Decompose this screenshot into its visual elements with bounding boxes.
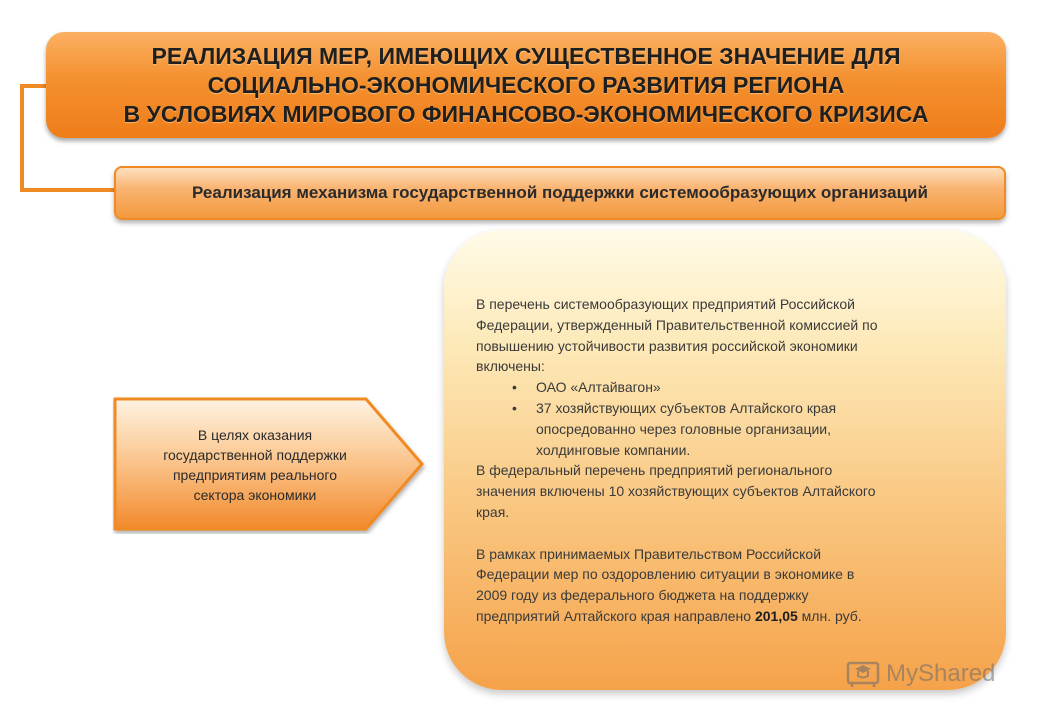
arrow-line-3: предприятиям реального — [172, 467, 338, 483]
bullet-2-line-3: холдинговые компании. — [536, 441, 691, 458]
arrow-line-2: государственной поддержки — [163, 447, 347, 463]
bullet-2-line-1: 37 хозяйствующих субъектов Алтайского края — [536, 399, 837, 416]
bullet-list — [476, 377, 986, 460]
list-item — [512, 398, 986, 460]
intro-line-2: Федерации, утвержденный Правительственной комиссией по — [476, 316, 878, 333]
measures-last-prefix: предприятий Алтайского края направлено — [476, 607, 755, 624]
arrow-line-4: сектора экономики — [193, 487, 317, 503]
bullet-icon: • — [512, 399, 517, 416]
mortarboard-icon — [846, 659, 880, 689]
title-line-3: В УСЛОВИЯХ МИРОВОГО ФИНАНСОВО-ЭКОНОМИЧЕСКОГО КРИЗИСА — [123, 100, 929, 127]
intro-line-4: включены: — [476, 358, 545, 375]
content-panel — [444, 230, 1006, 690]
watermark-text: MyShared — [886, 660, 996, 687]
measures-line-1: В рамках принимаемых Правительством Российской — [476, 545, 822, 562]
measures-line-4 — [476, 606, 986, 627]
bullet-icon: • — [512, 379, 517, 396]
title-banner — [46, 32, 1006, 138]
intro-line-1: В перечень системообразующих предприятий Российской — [476, 296, 855, 312]
measures-line-3: 2009 году из федерального бюджета на поддержку — [476, 587, 809, 604]
title-line-1: РЕАЛИЗАЦИЯ МЕР, ИМЕЮЩИХ СУЩЕСТВЕННОЕ ЗНАЧЕНИЕ ДЛЯ — [151, 42, 901, 69]
federal-line-1: В федеральный перечень предприятий регионального — [476, 462, 833, 479]
arrow-callout — [112, 396, 428, 534]
title-line-2: СОЦИАЛЬНО-ЭКОНОМИЧЕСКОГО РАЗВИТИЯ РЕГИОНА — [207, 71, 845, 98]
federal-line-2: значения включены 10 хозяйствующих субъектов Алтайского — [476, 483, 876, 500]
subtitle-banner — [114, 166, 1006, 220]
list-item — [512, 377, 986, 398]
bullet-2-line-2: опосредованно через головные организации, — [536, 420, 831, 437]
arrow-line-1: В целях оказания — [197, 427, 313, 443]
measures-line-2: Федерации мер по оздоровлению ситуации в экономике в — [476, 566, 855, 583]
federal-line-3: края. — [476, 503, 510, 520]
spacer — [476, 523, 986, 544]
watermark — [846, 656, 995, 692]
content-text — [476, 294, 986, 627]
measures-last-suffix: млн. руб. — [797, 607, 862, 624]
bullet-1-line-1: ОАО «Алтайвагон» — [536, 379, 661, 396]
budget-amount: 201,05 — [754, 607, 798, 624]
arrow-text — [130, 396, 380, 534]
intro-line-3: повышению устойчивости развития российской экономики — [476, 337, 858, 354]
subtitle-text: Реализация механизма государственной поддержки системообразующих организаций — [192, 183, 928, 202]
